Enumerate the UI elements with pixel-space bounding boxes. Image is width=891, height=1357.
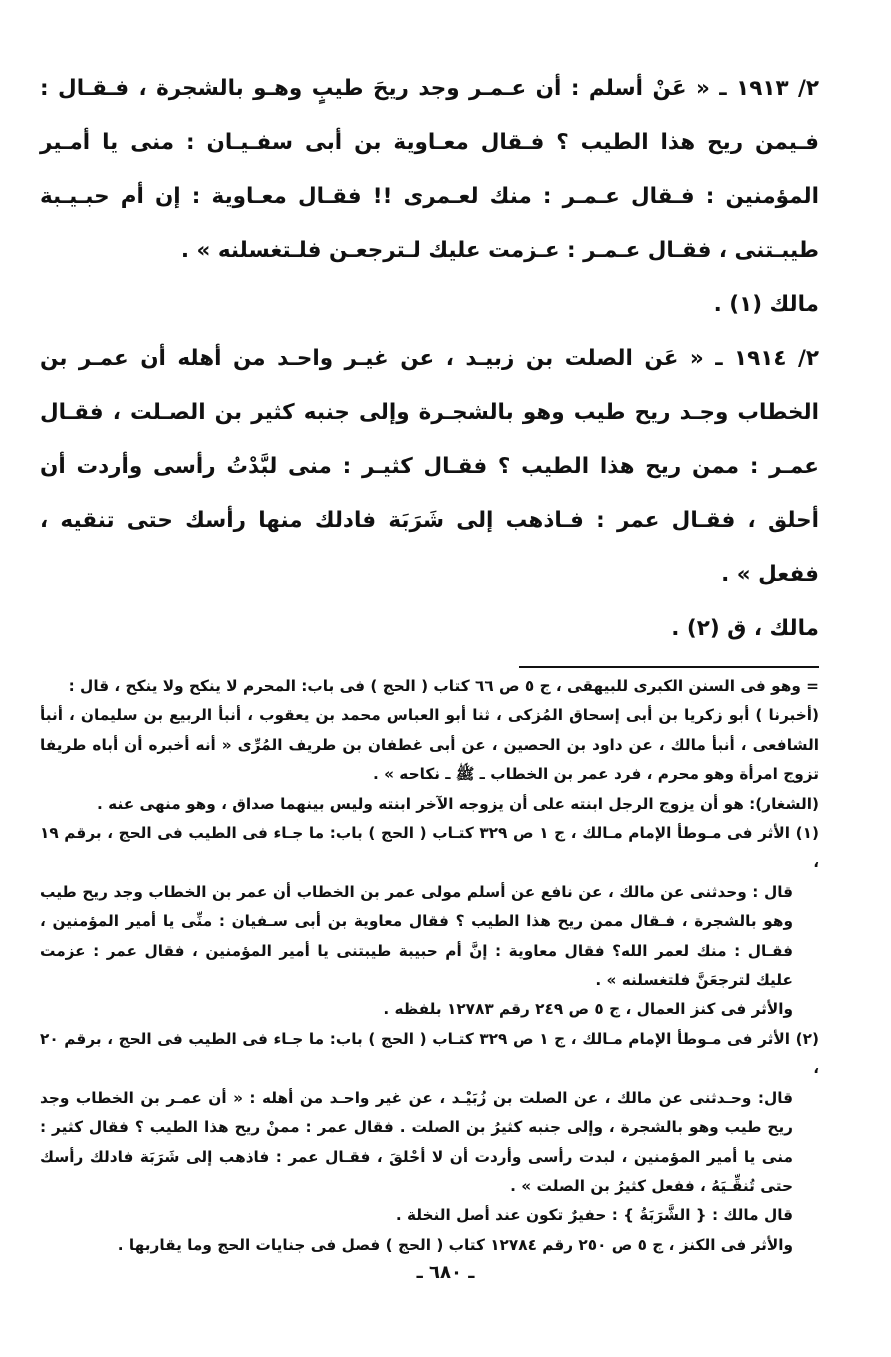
footnote-1-body: قال : وحدثنى عن مالك ، عن نافع عن أسلم مولى عمر بن الخطاب أن عمر بن الخطاب وجد ريح طيب وهو بالشجرة ، فـقال ممن ريح هذا الطيب ؟ فقال معاوية بن أبى سـفيان : منِّى يا أمير المؤمنين ، فقـال : منك لعمر الله؟ فقال معاوية : إنَّ أم حبيبة طيبتنى يا أمير المؤمنين ، فقال عمر : عزمت عليك لترجعَنَّ فلتغسلنه » . (40, 882, 793, 990)
footnote-2-body: قال: وحـدثنى عن مالك ، عن الصلت بن زُبَيْـد ، عن غير واحـد من أهله : « أن عمـر بن الخطاب وجد ريح طيب وهو بالشجرة ، وإلى جنبه كثيرُ بن الصلت . فقال عمر : ممنْ ريح هذا الطيب ؟ فقال كثير : منى يا أمير المؤمنين ، لبدت رأسى وأردت أن لا أحْلقَ ، فقـال عمر : فاذهب إلى شَرَبَة فادلك رأسك حتى تُنقِّـيَهُ ، ففعل كثيرُ بن الصلت » . (40, 1088, 793, 1195)
footnote-1-head: (١) الأثر فى مـوطأ الإمام مـالك ، ج ١ ص ٣٢٩ كتـاب ( الحج ) باب: ما جـاء فى الطيب فى الحج ، برقم ١٩ ، (40, 824, 819, 872)
footnotes (40, 672, 819, 1260)
footnote-continuation-body: (أخبرنا ) أبو زكريا بن أبى إسحاق المُزكى ، ثنا أبو العباس محمد بن يعقوب ، أنبأ الربيع بن سليمان ، أنبأ الشافعى ، أنبأ مالك ، عن داود بن الحصين ، عن أبى غطفان بن طريف المُرِّى « أنه أخبره أن أباه طريفا تزوج امرأة وهو محرم ، فرد عمر بن الخطاب ـ ﷺ ـ نكاحه » . (40, 706, 819, 784)
footnote-2-kanz: والأثر فى الكنز ، ج ٥ ص ٢٥٠ رقم ١٢٧٨٤ كتاب ( الحج ) فصل فى جنايات الحج وما يقاربها . (117, 1235, 793, 1254)
footnote-2-head: (٢) الأثر فى مـوطأ الإمام مـالك ، ج ١ ص ٣٢٩ كتـاب ( الحج ) باب: ما جـاء فى الطيب فى الحج ، برقم ٢٠ ، (40, 1029, 819, 1078)
athar-1913: ٢/ ١٩١٣ ـ « عَنْ أسلم : أن عـمـر وجد ريحَ طيبٍ وهـو بالشجرة ، فـقـال : فـيمن ريح هذا الطيب ؟ فـقال معـاوية بن أبى سفـيـان : منى يا أمـير المؤمنين : فـقال عـمـر : منك لعـمرى !! فقـال معـاوية : إن أم حبـيـبة طيبـتنى ، فقـال عـمـر : عـزمت عليك لـترجعـن فلـتغسلنه » . (40, 76, 819, 263)
main-text (40, 62, 819, 656)
footnote-2-gloss: قال مالك : { الشَّرَبَةُ } : حفيرٌ تكون عند أصل النخلة . (395, 1206, 793, 1225)
footnote-separator (519, 666, 819, 668)
source-1914: مالك ، ق (٢) . (671, 616, 819, 641)
footnote-1-kanz: والأثر فى كنز العمال ، ج ٥ ص ٢٤٩ رقم ١٢٧٨٣ بلفظه . (383, 1000, 793, 1019)
footnote-shighar: (الشغار): هو أن يزوج الرجل ابنته على أن يزوجه الآخر ابنته وليس بينهما صداق ، وهو منهى عنه . (97, 794, 819, 813)
footnote-continuation: = وهو فى السنن الكبرى للبيهقى ، ج ٥ ص ٦٦ كتاب ( الحج ) فى باب: المحرم لا ينكح ولا ينكح ، قال : (68, 677, 819, 695)
athar-1914: ٢/ ١٩١٤ ـ « عَن الصلت بن زبيـد ، عن غيـر واحـد من أهله أن عمـر بن الخطاب وجـد ريح طيب وهو بالشجـرة وإلى جنبه كثير بن الصـلت ، فقـال عمـر : ممن ريح هذا الطيب ؟ فقـال كثيـر : منى لبَّدْتُ رأسى وأردت أن أحلق ، فقـال عمر : فـاذهب إلى شَرَبَة فادلك منها رأسك حتى تنقيه ، ففعل » . (40, 346, 819, 587)
page-number: ـ ٦٨٠ ـ (416, 1262, 475, 1283)
source-1913: مالك (١) . (713, 292, 819, 317)
